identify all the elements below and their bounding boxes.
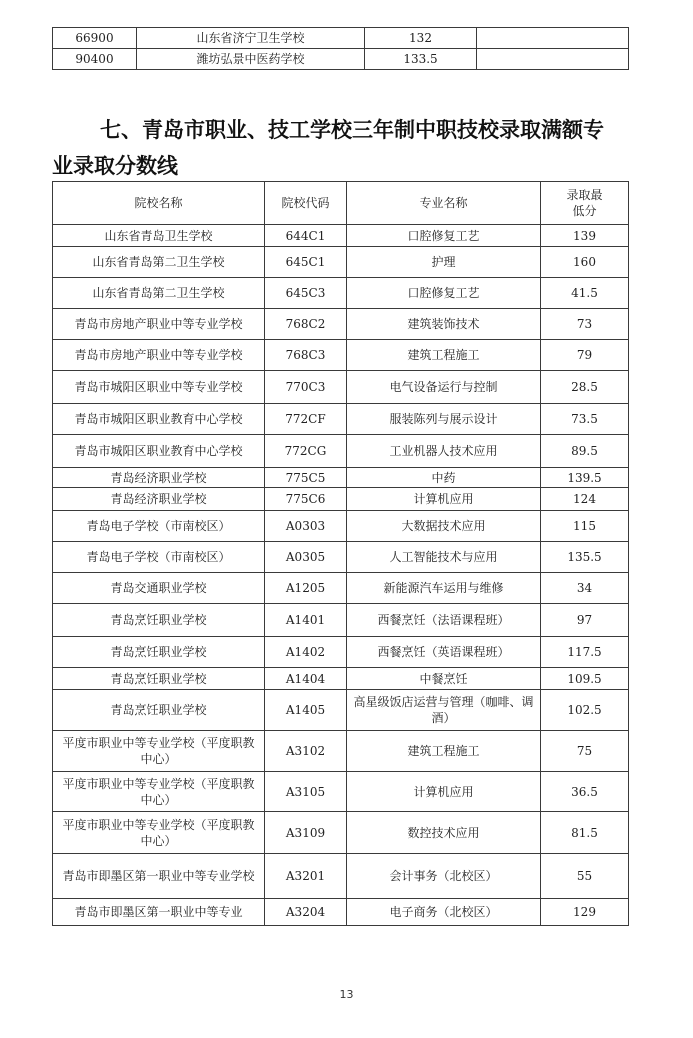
table-row xyxy=(53,812,629,854)
cell-score: 132 xyxy=(365,28,477,49)
cell-major: 口腔修复工艺 xyxy=(347,225,541,247)
cell-school: 青岛电子学校（市南校区） xyxy=(53,542,265,573)
cell-major: 高星级饭店运营与管理（咖啡、调酒） xyxy=(347,690,541,731)
table-row xyxy=(53,668,629,690)
cell-major: 工业机器人技术应用 xyxy=(347,435,541,468)
cell-score: 81.5 xyxy=(541,812,629,854)
top-table-body xyxy=(53,28,629,70)
cell-code: 768C3 xyxy=(265,340,347,371)
table-row xyxy=(53,731,629,772)
cell-code: A3201 xyxy=(265,854,347,899)
cell-major: 数控技术应用 xyxy=(347,812,541,854)
header-school: 院校名称 xyxy=(53,182,265,225)
cell-score: 55 xyxy=(541,854,629,899)
table-row xyxy=(53,542,629,573)
cell-school: 青岛市即墨区第一职业中等专业学校 xyxy=(53,854,265,899)
section-heading-line1: 七、青岛市职业、技工学校三年制中职技校录取满额专 xyxy=(100,118,604,142)
table-row xyxy=(53,573,629,604)
cell-school: 山东省青岛第二卫生学校 xyxy=(53,247,265,278)
cell-score: 115 xyxy=(541,511,629,542)
table-row xyxy=(53,854,629,899)
cell-score: 79 xyxy=(541,340,629,371)
table-row xyxy=(53,28,629,49)
cell-score: 124 xyxy=(541,488,629,511)
cell-code: 645C3 xyxy=(265,278,347,309)
table-row xyxy=(53,371,629,404)
table-row xyxy=(53,340,629,371)
page-number: 13 xyxy=(339,988,354,1001)
cell-code: 768C2 xyxy=(265,309,347,340)
cell-code: A1404 xyxy=(265,668,347,690)
table-header-row xyxy=(53,182,629,225)
cell-school: 青岛电子学校（市南校区） xyxy=(53,511,265,542)
cell-school: 青岛市城阳区职业教育中心学校 xyxy=(53,404,265,435)
cell-major: 建筑装饰技术 xyxy=(347,309,541,340)
cell-code: A0305 xyxy=(265,542,347,573)
table-row xyxy=(53,404,629,435)
cell-score: 133.5 xyxy=(365,49,477,70)
table-row xyxy=(53,511,629,542)
cell-code: A1402 xyxy=(265,637,347,668)
cell-code: 770C3 xyxy=(265,371,347,404)
table-row xyxy=(53,488,629,511)
cell-code: A3109 xyxy=(265,812,347,854)
table-row xyxy=(53,435,629,468)
cell-score: 117.5 xyxy=(541,637,629,668)
cell-school: 平度市职业中等专业学校（平度职教中心） xyxy=(53,772,265,812)
cell-code: 772CG xyxy=(265,435,347,468)
cell-code: 772CF xyxy=(265,404,347,435)
cell-major: 中药 xyxy=(347,468,541,488)
cell-major: 西餐烹饪（英语课程班） xyxy=(347,637,541,668)
cell-major: 建筑工程施工 xyxy=(347,340,541,371)
cell-school: 青岛市即墨区第一职业中等专业 xyxy=(53,899,265,926)
cell-code: 775C5 xyxy=(265,468,347,488)
cell-code: A3102 xyxy=(265,731,347,772)
cell-school: 青岛市房地产职业中等专业学校 xyxy=(53,340,265,371)
cell-code: A0303 xyxy=(265,511,347,542)
cell-school: 青岛市城阳区职业中等专业学校 xyxy=(53,371,265,404)
table-row xyxy=(53,247,629,278)
cell-score: 139.5 xyxy=(541,468,629,488)
cell-major: 口腔修复工艺 xyxy=(347,278,541,309)
cell-code: 90400 xyxy=(53,49,137,70)
cell-code: A1405 xyxy=(265,690,347,731)
cell-major: 建筑工程施工 xyxy=(347,731,541,772)
cell-score: 73.5 xyxy=(541,404,629,435)
cell-major: 大数据技术应用 xyxy=(347,511,541,542)
cell-code: 775C6 xyxy=(265,488,347,511)
table-row xyxy=(53,309,629,340)
cell-major: 西餐烹饪（法语课程班） xyxy=(347,604,541,637)
cell-score: 89.5 xyxy=(541,435,629,468)
cell-school: 青岛交通职业学校 xyxy=(53,573,265,604)
cell-code: 645C1 xyxy=(265,247,347,278)
cell-extra xyxy=(477,28,629,49)
admission-score-table-body xyxy=(53,225,629,926)
cell-major: 电气设备运行与控制 xyxy=(347,371,541,404)
cell-score: 75 xyxy=(541,731,629,772)
cell-major: 人工智能技术与应用 xyxy=(347,542,541,573)
cell-major: 新能源汽车运用与维修 xyxy=(347,573,541,604)
cell-score: 97 xyxy=(541,604,629,637)
cell-score: 129 xyxy=(541,899,629,926)
cell-school: 青岛市城阳区职业教育中心学校 xyxy=(53,435,265,468)
section-heading-line2: 业录取分数线 xyxy=(52,154,178,178)
table-row xyxy=(53,225,629,247)
cell-school: 青岛烹饪职业学校 xyxy=(53,637,265,668)
cell-school: 青岛经济职业学校 xyxy=(53,468,265,488)
cell-school: 青岛经济职业学校 xyxy=(53,488,265,511)
cell-score: 73 xyxy=(541,309,629,340)
cell-code: A1401 xyxy=(265,604,347,637)
cell-score: 139 xyxy=(541,225,629,247)
header-code: 院校代码 xyxy=(265,182,347,225)
top-table xyxy=(52,27,629,70)
cell-score: 135.5 xyxy=(541,542,629,573)
cell-major: 电子商务（北校区） xyxy=(347,899,541,926)
cell-major: 护理 xyxy=(347,247,541,278)
table-row xyxy=(53,637,629,668)
cell-code: 644C1 xyxy=(265,225,347,247)
cell-code: 66900 xyxy=(53,28,137,49)
cell-score: 109.5 xyxy=(541,668,629,690)
cell-extra xyxy=(477,49,629,70)
table-row xyxy=(53,468,629,488)
cell-school: 青岛烹饪职业学校 xyxy=(53,690,265,731)
table-row xyxy=(53,899,629,926)
admission-score-table xyxy=(52,181,629,926)
cell-school: 青岛烹饪职业学校 xyxy=(53,668,265,690)
cell-major: 计算机应用 xyxy=(347,772,541,812)
cell-code: A3204 xyxy=(265,899,347,926)
cell-school: 潍坊弘景中医药学校 xyxy=(137,49,365,70)
cell-major: 会计事务（北校区） xyxy=(347,854,541,899)
header-score: 录取最低分 xyxy=(541,182,629,225)
cell-code: A1205 xyxy=(265,573,347,604)
table-row xyxy=(53,278,629,309)
cell-score: 36.5 xyxy=(541,772,629,812)
cell-school: 平度市职业中等专业学校（平度职教中心） xyxy=(53,731,265,772)
cell-major: 计算机应用 xyxy=(347,488,541,511)
header-major: 专业名称 xyxy=(347,182,541,225)
cell-score: 34 xyxy=(541,573,629,604)
table-row xyxy=(53,604,629,637)
cell-score: 102.5 xyxy=(541,690,629,731)
cell-school: 青岛市房地产职业中等专业学校 xyxy=(53,309,265,340)
cell-school: 青岛烹饪职业学校 xyxy=(53,604,265,637)
cell-major: 服装陈列与展示设计 xyxy=(347,404,541,435)
table-row xyxy=(53,772,629,812)
cell-school: 山东省青岛卫生学校 xyxy=(53,225,265,247)
cell-school: 山东省青岛第二卫生学校 xyxy=(53,278,265,309)
cell-major: 中餐烹饪 xyxy=(347,668,541,690)
cell-code: A3105 xyxy=(265,772,347,812)
table-row xyxy=(53,690,629,731)
table-row xyxy=(53,49,629,70)
cell-score: 28.5 xyxy=(541,371,629,404)
cell-score: 41.5 xyxy=(541,278,629,309)
cell-school: 平度市职业中等专业学校（平度职教中心） xyxy=(53,812,265,854)
cell-school: 山东省济宁卫生学校 xyxy=(137,28,365,49)
cell-score: 160 xyxy=(541,247,629,278)
